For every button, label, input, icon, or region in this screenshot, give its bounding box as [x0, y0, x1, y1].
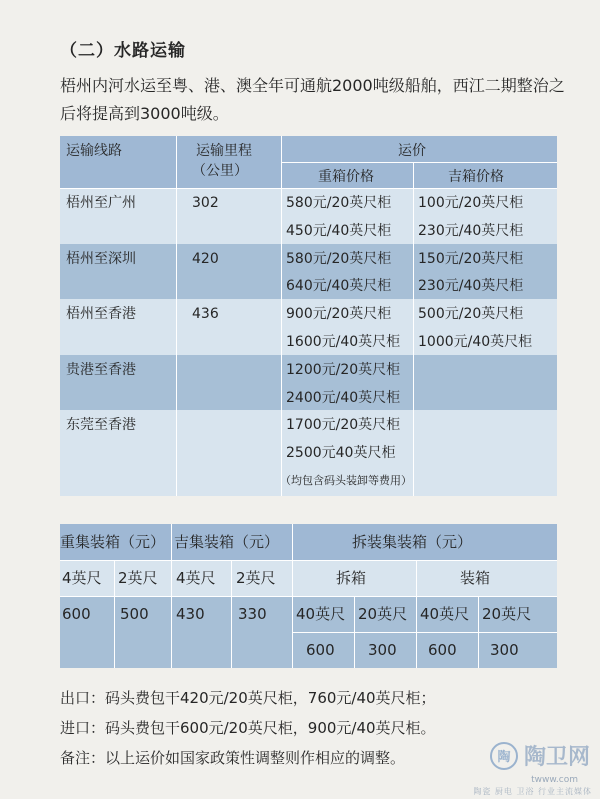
empty-price-cell: 100元/20英尺柜 [418, 195, 524, 211]
heavy-price-cell: 580元/20英尺柜 [286, 195, 392, 211]
heavy-price-cell: 2400元/40英尺柜 [286, 390, 401, 406]
heavy-price-cell: 1700元/20英尺柜 [286, 417, 401, 433]
size-2ft: 2英尺 [118, 569, 158, 587]
value-cell: 300 [368, 641, 397, 659]
empty-price-cell: 230元/40英尺柜 [418, 223, 524, 239]
header-heavy-pack: 重集装箱（元） [60, 533, 166, 551]
header-distance: 运输里程 [196, 143, 252, 159]
size-40ft: 40英尺 [420, 605, 470, 623]
grid-line [413, 162, 414, 496]
size-4ft: 4英尺 [176, 569, 216, 587]
header-heavy: 重箱价格 [318, 169, 374, 185]
watermark-tagline: 陶瓷 厨电 卫浴 行业主流媒体 [473, 787, 592, 796]
empty-price-cell: 230元/40英尺柜 [418, 278, 524, 294]
intro-paragraph: 梧州内河水运至粤、港、澳全年可通航2000吨级船舶，西江二期整治之后将提高到3000吨级。 [60, 76, 565, 123]
grid-line [416, 560, 417, 668]
watermark-url: twww.com [531, 775, 578, 785]
grid-line [60, 188, 557, 189]
remark-note: 备注：以上运价如国家政策性调整则作相应的调整。 [60, 749, 406, 767]
header-route: 运输线路 [66, 143, 122, 159]
empty-price-cell: 150元/20英尺柜 [418, 251, 524, 267]
size-2ft: 2英尺 [236, 569, 276, 587]
value-cell: 500 [120, 605, 149, 623]
route-cell: 梧州至深圳 [66, 251, 136, 267]
heavy-price-cell: 2500元40英尺柜 [286, 445, 396, 461]
grid-line [60, 596, 557, 597]
value-cell: 600 [62, 605, 91, 623]
value-cell: 330 [238, 605, 267, 623]
empty-price-cell: 1000元/40英尺柜 [418, 334, 533, 350]
grid-line [114, 560, 115, 668]
value-cell: 300 [490, 641, 519, 659]
heavy-price-cell: 900元/20英尺柜 [286, 306, 392, 322]
distance-cell: 302 [192, 195, 219, 211]
distance-cell: 420 [192, 251, 219, 267]
fee-note: （均包含码头装卸等费用） [280, 474, 412, 487]
header-empty: 吉箱价格 [448, 169, 504, 185]
value-cell: 600 [428, 641, 457, 659]
size-20ft: 20英尺 [482, 605, 532, 623]
grid-line [231, 560, 232, 668]
heavy-price-cell: 580元/20英尺柜 [286, 251, 392, 267]
heavy-price-cell: 450元/40英尺柜 [286, 223, 392, 239]
heavy-price-cell: 1200元/20英尺柜 [286, 362, 401, 378]
distance-cell: 436 [192, 306, 219, 322]
export-fee-note: 出口：码头费包干420元/20英尺柜，760元/40英尺柜； [60, 689, 436, 707]
import-fee-note: 进口：码头费包干600元/20英尺柜，900元/40英尺柜。 [60, 719, 436, 737]
route-cell: 东莞至香港 [66, 417, 136, 433]
grid-line [176, 136, 177, 496]
header-distance-unit: （公里） [192, 163, 248, 179]
table2-row-band [292, 560, 557, 596]
route-cell: 梧州至香港 [66, 306, 136, 322]
grid-line [281, 162, 557, 163]
heavy-price-cell: 1600元/40英尺柜 [286, 334, 401, 350]
value-cell: 600 [306, 641, 335, 659]
empty-price-cell: 500元/20英尺柜 [418, 306, 524, 322]
grid-line [292, 632, 557, 633]
size-4ft: 4英尺 [62, 569, 102, 587]
value-cell: 430 [176, 605, 205, 623]
header-unpack: 拆装集装箱（元） [352, 533, 473, 551]
size-40ft: 40英尺 [296, 605, 346, 623]
size-20ft: 20英尺 [358, 605, 408, 623]
header-unpack-sub: 拆箱 [336, 569, 367, 587]
header-price: 运价 [398, 143, 426, 159]
grid-line [60, 560, 557, 561]
route-cell: 贵港至香港 [66, 362, 136, 378]
header-empty-pack: 吉集装箱（元） [174, 533, 280, 551]
header-pack-sub: 装箱 [460, 569, 491, 587]
watermark-logo-icon: 陶 [490, 742, 518, 770]
grid-line [281, 136, 282, 496]
heavy-price-cell: 640元/40英尺柜 [286, 278, 392, 294]
watermark [490, 740, 590, 771]
watermark-name: 陶卫网 [523, 745, 590, 770]
route-cell: 梧州至广州 [66, 195, 136, 211]
section-title: （二）水路运输 [60, 41, 186, 61]
